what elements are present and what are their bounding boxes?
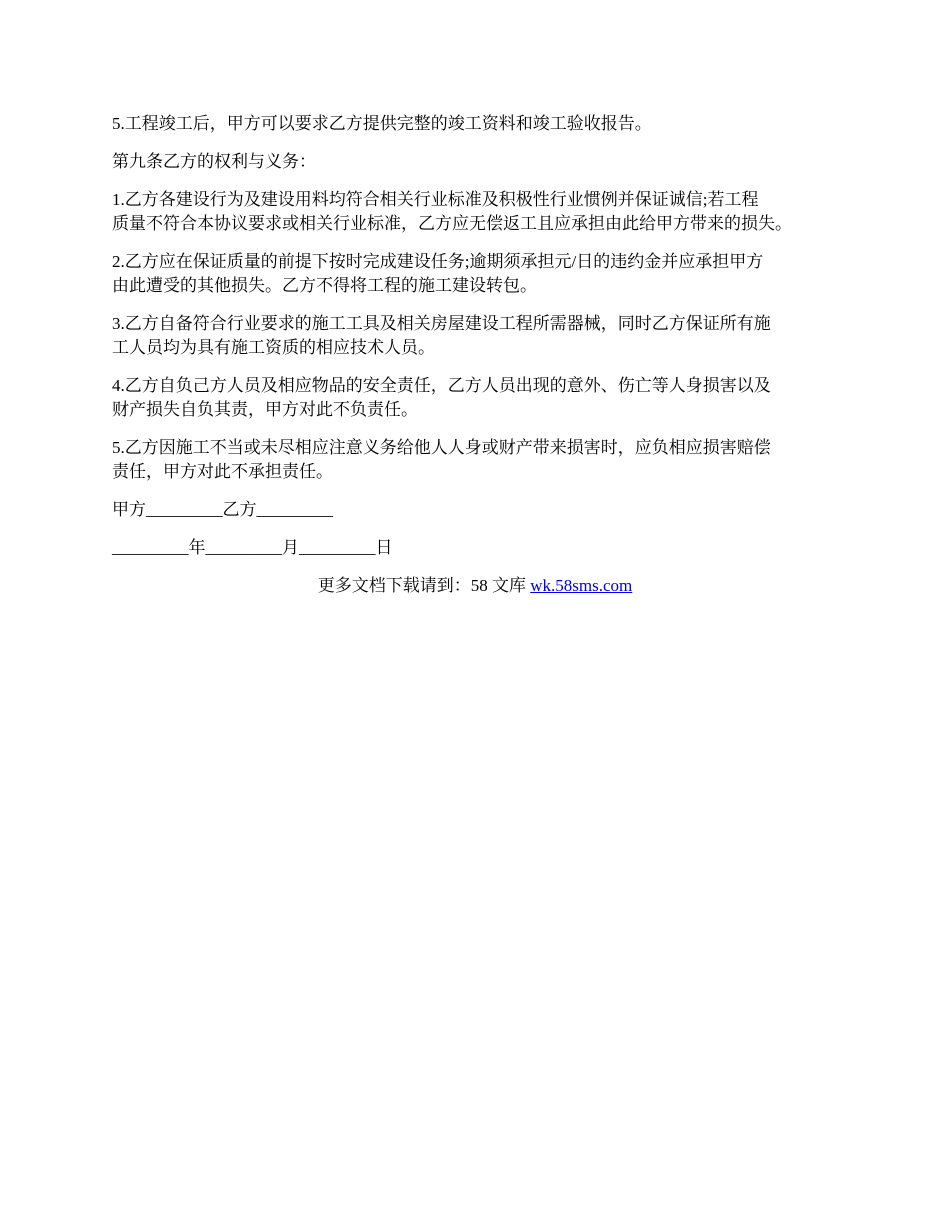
text-line: 责任，甲方对此不承担责任。	[112, 462, 333, 481]
signature-line	[112, 498, 852, 522]
date-line	[112, 536, 852, 560]
document-page	[112, 112, 852, 598]
text-line: 1.乙方各建设行为及建设用料均符合相关行业标准及积极性行业惯例并保证诚信;若工程	[112, 190, 759, 209]
text-line: 财产损失自负其责，甲方对此不负责任。	[112, 400, 418, 419]
text-line: 第九条乙方的权利与义务：	[112, 152, 316, 171]
paragraph-clause-2	[112, 250, 852, 298]
paragraph-clause-3	[112, 312, 852, 360]
text-line: 5.乙方因施工不当或未尽相应注意义务给他人人身或财产带来损害时，应负相应损害赔偿	[112, 438, 771, 457]
footer-download-note	[112, 574, 838, 598]
footer-link[interactable]: wk.58sms.com	[530, 576, 633, 595]
section-heading-article-9	[112, 150, 852, 174]
footer-prefix: 更多文档下载请到：58 文库	[317, 576, 531, 595]
text-line: 5.工程竣工后，甲方可以要求乙方提供完整的竣工资料和竣工验收报告。	[112, 114, 652, 133]
text-line: 质量不符合本协议要求或相关行业标准，乙方应无偿返工且应承担由此给甲方带来的损失。	[112, 214, 792, 233]
text-line: _________年_________月_________日	[112, 538, 393, 557]
text-line: 工人员均为具有施工资质的相应技术人员。	[112, 338, 435, 357]
paragraph-clause-5	[112, 436, 852, 484]
text-line: 2.乙方应在保证质量的前提下按时完成建设任务;逾期须承担元/日的违约金并应承担甲方	[112, 252, 764, 271]
text-line: 4.乙方自负己方人员及相应物品的安全责任，乙方人员出现的意外、伤亡等人身损害以及	[112, 376, 771, 395]
text-line: 甲方_________乙方_________	[112, 500, 333, 519]
text-line: 由此遭受的其他损失。乙方不得将工程的施工建设转包。	[112, 276, 537, 295]
paragraph-completion-documents	[112, 112, 852, 136]
text-line: 3.乙方自备符合行业要求的施工工具及相关房屋建设工程所需器械，同时乙方保证所有施	[112, 314, 771, 333]
paragraph-clause-4	[112, 374, 852, 422]
paragraph-clause-1	[112, 188, 852, 236]
